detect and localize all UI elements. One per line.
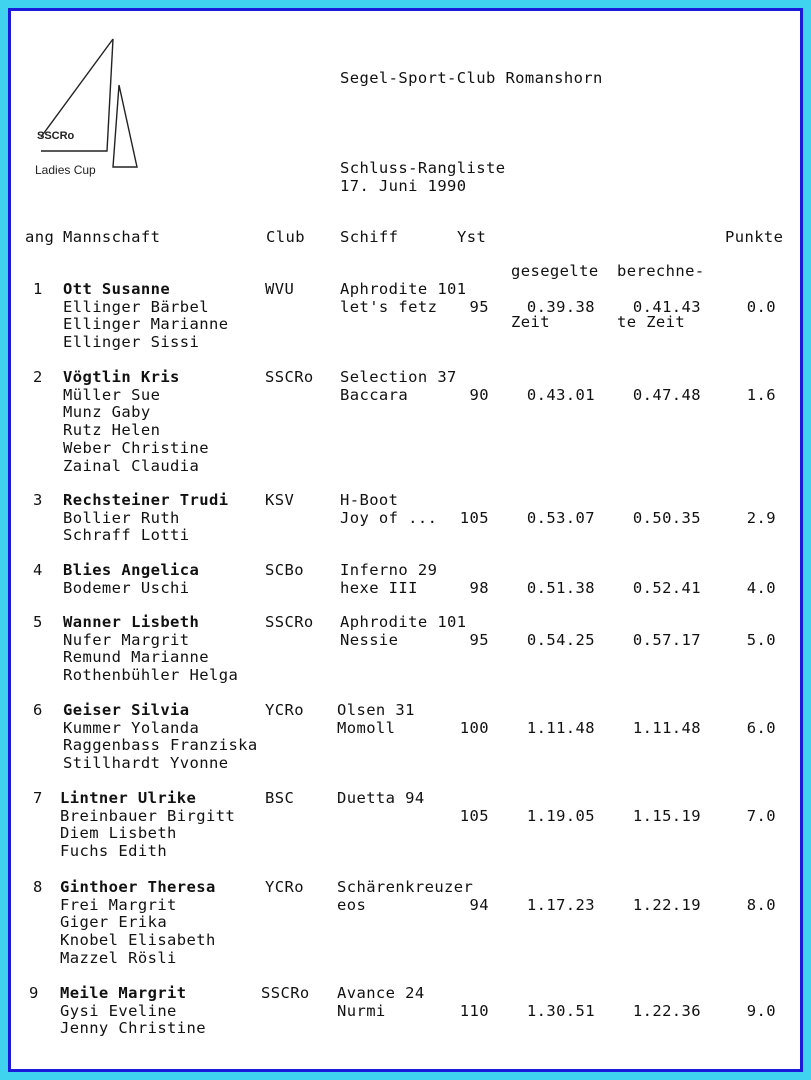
entry-club: BSC [265, 789, 295, 807]
entry-skipper: Ginthoer Theresa [60, 878, 216, 896]
entry-sailed-time: 0.54.25 [526, 630, 595, 649]
entry-points: 1.6 [746, 385, 776, 404]
entry-rank: 4 [33, 561, 43, 579]
entry-sailed-time: 0.53.07 [526, 508, 595, 527]
entry-crew-member: Raggenbass Franziska [63, 736, 258, 755]
entry-boat-name: Nessie [340, 630, 399, 649]
entry-boat-name: Joy of ... [340, 508, 438, 527]
entry-crew-member: Frei Margrit [60, 895, 177, 914]
logo-abbr: SSCRo [37, 130, 75, 142]
page-date: 17. Juni 1990 [340, 177, 467, 195]
entry-crew-member: Schraff Lotti [63, 526, 190, 545]
entry-club: SCBo [265, 561, 304, 579]
entry-sailed-time: 0.39.38 [526, 297, 595, 316]
entry-rank: 1 [33, 280, 43, 298]
entry-crew-member: Breinbauer Birgitt [60, 806, 236, 825]
entry-calculated-time: 0.50.35 [632, 508, 701, 527]
entry-yst: 110 [459, 1001, 489, 1020]
col-punkte: Punkte [725, 228, 784, 246]
entry-yst: 105 [459, 508, 489, 527]
entry-rank: 2 [33, 368, 43, 386]
col-yst: Yst [457, 228, 487, 246]
entry-boat-name: Baccara [340, 385, 409, 404]
entry-yst: 94 [469, 895, 489, 914]
col-berechnete [617, 229, 705, 365]
entry-crew-member: Ellinger Sissi [63, 333, 200, 352]
entry-rank: 5 [33, 613, 43, 631]
entry-boat-type: Aphrodite 101 [340, 280, 467, 298]
entry-boat-type: H-Boot [340, 491, 399, 509]
entry-calculated-time: 1.22.36 [632, 1001, 701, 1020]
entry-crew-member: Jenny Christine [60, 1019, 206, 1038]
entry-crew-member: Giger Erika [60, 913, 168, 932]
entry-skipper: Vögtlin Kris [63, 368, 180, 386]
entry-club: WVU [265, 280, 295, 298]
entry-calculated-time: 0.41.43 [632, 297, 701, 316]
entry-boat-type: Aphrodite 101 [340, 613, 467, 631]
entry-yst: 98 [469, 578, 489, 597]
col-gesegelte [511, 229, 599, 365]
entry-sailed-time: 1.11.48 [526, 718, 595, 737]
entry-points: 0.0 [746, 297, 776, 316]
entry-crew-member: Müller Sue [63, 385, 161, 404]
entry-calculated-time: 0.57.17 [632, 630, 701, 649]
col-rang: ang [25, 228, 55, 246]
entry-crew-member: Mazzel Rösli [60, 948, 177, 967]
entry-points: 8.0 [746, 895, 776, 914]
entry-crew-member: Ellinger Bärbel [63, 297, 209, 316]
entry-boat-name: eos [337, 895, 367, 914]
entry-boat-name: Momoll [337, 718, 396, 737]
entry-points: 6.0 [746, 718, 776, 737]
entry-club: SSCRo [261, 984, 310, 1002]
entry-boat-name: let's fetz [340, 297, 438, 316]
entry-crew-member: Stillhardt Yvonne [63, 754, 229, 773]
entry-yst: 95 [469, 297, 489, 316]
entry-sailed-time: 0.43.01 [526, 385, 595, 404]
entry-crew-member: Rothenbühler Helga [63, 666, 239, 685]
entry-calculated-time: 0.52.41 [632, 578, 701, 597]
entry-rank: 9 [29, 984, 39, 1002]
entry-sailed-time: 1.19.05 [526, 806, 595, 825]
entry-crew-member: Fuchs Edith [60, 842, 168, 861]
entry-rank: 8 [33, 878, 43, 896]
col-gesegelte-line2: Zeit [511, 313, 550, 331]
entry-skipper: Geiser Silvia [63, 701, 190, 719]
col-gesegelte-line1: gesegelte [511, 262, 599, 280]
entry-crew-member: Gysi Eveline [60, 1001, 177, 1020]
entry-crew-member: Rutz Helen [63, 421, 161, 440]
entry-boat-type: Inferno 29 [340, 561, 438, 579]
entry-rank: 6 [33, 701, 43, 719]
entry-boat-name: hexe III [340, 578, 418, 597]
entry-skipper: Ott Susanne [63, 280, 171, 298]
page-title: Schluss-Rangliste [340, 159, 506, 177]
entry-boat-type: Schärenkreuzer [337, 878, 474, 896]
col-mannschaft: Mannschaft [63, 228, 161, 246]
entry-club: SSCRo [265, 613, 314, 631]
entry-points: 4.0 [746, 578, 776, 597]
entry-boat-type: Avance 24 [337, 984, 425, 1002]
entry-club: YCRo [265, 878, 304, 896]
entry-points: 9.0 [746, 1001, 776, 1020]
entry-club: SSCRo [265, 368, 314, 386]
entry-boat-type: Olsen 31 [337, 701, 415, 719]
entry-skipper: Meile Margrit [60, 984, 187, 1002]
entry-crew-member: Weber Christine [63, 438, 209, 457]
entry-crew-member: Kummer Yolanda [63, 718, 200, 737]
entry-points: 2.9 [746, 508, 776, 527]
entry-yst: 105 [459, 806, 489, 825]
entry-boat-name: Nurmi [337, 1001, 386, 1020]
entry-skipper: Rechsteiner Trudi [63, 491, 229, 509]
col-club: Club [266, 228, 305, 246]
document-page [8, 8, 803, 1072]
entry-crew-member: Knobel Elisabeth [60, 931, 216, 950]
entry-crew-member: Remund Marianne [63, 648, 209, 667]
col-schiff: Schiff [340, 228, 399, 246]
logo-subtitle: Ladies Cup [35, 163, 96, 177]
entry-crew-member: Ellinger Marianne [63, 315, 229, 334]
entry-sailed-time: 0.51.38 [526, 578, 595, 597]
entry-rank: 3 [33, 491, 43, 509]
entry-skipper: Blies Angelica [63, 561, 200, 579]
entry-points: 7.0 [746, 806, 776, 825]
col-berechnete-line1: berechne- [617, 262, 705, 280]
club-name: Segel-Sport-Club Romanshorn [340, 69, 603, 87]
entry-calculated-time: 1.11.48 [632, 718, 701, 737]
entry-yst: 95 [469, 630, 489, 649]
entry-calculated-time: 1.22.19 [632, 895, 701, 914]
entry-sailed-time: 1.30.51 [526, 1001, 595, 1020]
entry-crew-member: Nufer Margrit [63, 630, 190, 649]
entry-skipper: Wanner Lisbeth [63, 613, 200, 631]
entry-yst: 100 [459, 718, 489, 737]
entry-crew-member: Bollier Ruth [63, 508, 180, 527]
entry-crew-member: Munz Gaby [63, 403, 151, 422]
entry-club: KSV [265, 491, 295, 509]
entry-crew-member: Zainal Claudia [63, 456, 200, 475]
col-berechnete-line2: te Zeit [617, 313, 686, 331]
entry-sailed-time: 1.17.23 [526, 895, 595, 914]
entry-club: YCRo [265, 701, 304, 719]
entry-crew-member: Diem Lisbeth [60, 824, 177, 843]
entry-boat-type: Selection 37 [340, 368, 457, 386]
entry-calculated-time: 1.15.19 [632, 806, 701, 825]
entry-crew-member: Bodemer Uschi [63, 578, 190, 597]
entry-yst: 90 [469, 385, 489, 404]
entry-skipper: Lintner Ulrike [60, 789, 197, 807]
entry-rank: 7 [33, 789, 43, 807]
entry-calculated-time: 0.47.48 [632, 385, 701, 404]
entry-points: 5.0 [746, 630, 776, 649]
entry-boat-type: Duetta 94 [337, 789, 425, 807]
